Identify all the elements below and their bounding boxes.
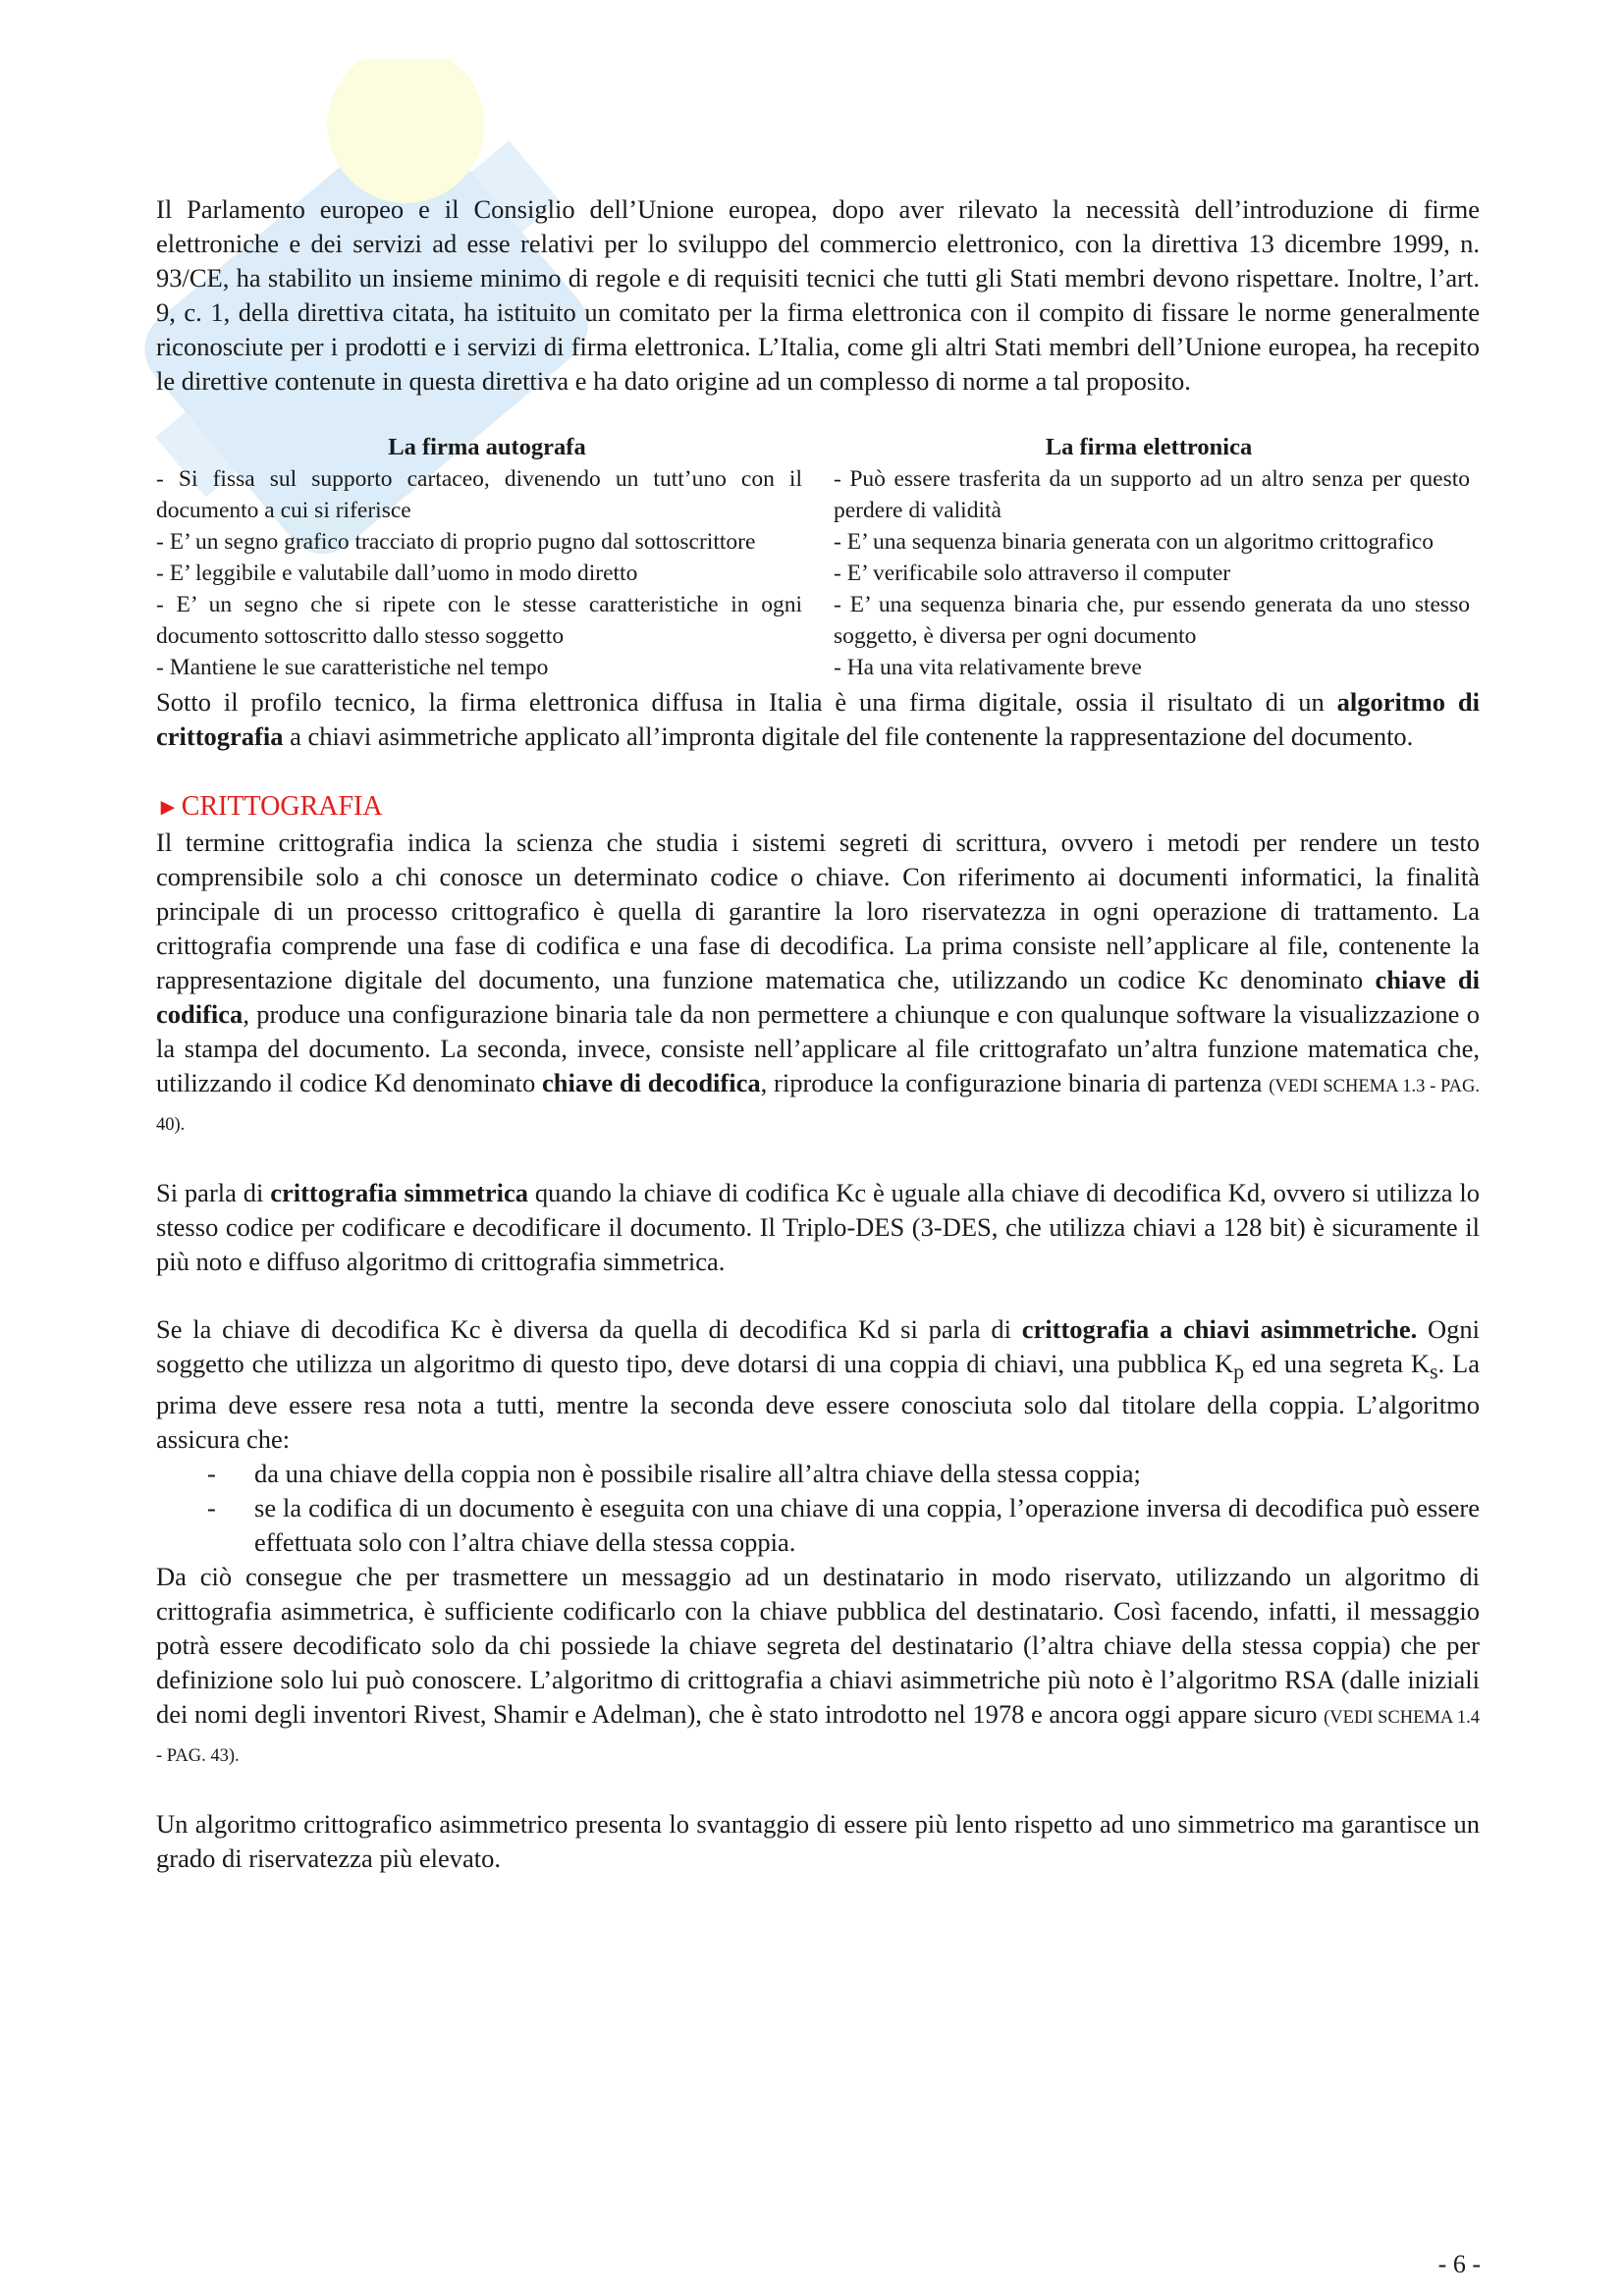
crittografia-paragraph: Il termine crittografia indica la scienza che studia i sistemi segreti di scrittura, ovvero i metodi per rendere un testo comprensibile solo a chi conosce un determinato codice o chiave. Con riferimento ai documenti informatici, la finalità principale di un processo crittografico è quella di garantire la loro riservatezza in ogni operazione di trattamento. La crittografia comprende una fase di codifica e una fase di decodifica. La prima consiste nell’applicare al file, contenente la rappresentazione digitale del documento, una funzione matematica che, utilizzando un codice Kc denominato chiave di codifica, produce una configurazione binaria tale da non permettere a chiunque e con qualunque software la visualizzazione o la stampa del documento. La seconda, invece, consiste nell’applicare al file crittografato un’altra funzione matematica che, utilizzando il codice Kd denominato chiave di decodifica, riproduce la configurazione binaria di partenza (VEDI SCHEMA 1.3 - PAG. 40). bbox=[156, 828, 1480, 1135]
table-row bbox=[156, 589, 1480, 652]
table-cell: - E’ una sequenza binaria generata con un algoritmo crittografico bbox=[834, 529, 1434, 555]
bullet-list bbox=[156, 1457, 1480, 1560]
table-row bbox=[156, 463, 1480, 526]
table-cell: - Si fissa sul supporto cartaceo, divenendo un tutt’uno con il documento a cui si riferisce bbox=[156, 466, 802, 523]
table-cell: - Mantiene le sue caratteristiche nel tempo bbox=[156, 655, 549, 680]
intro-paragraph: Il Parlamento europeo e il Consiglio dell’Unione europea, dopo aver rilevato la necessità dell’introduzione di firme elettroniche e dei servizi ad esse relativi per lo sviluppo del commercio elettronico, con la direttiva 13 dicembre 1999, n. 93/CE, ha stabilito un insieme minimo di regole e di requisiti tecnici che tutti gli Stati membri devono rispettare. Inoltre, l’art. 9, c. 1, della direttiva citata, ha istituito un comitato per la firma elettronica con il compito di fissare le norme generalmente riconosciute per i prodotti e i servizi di firma elettronica. L’Italia, come gli altri Stati membri dell’Unione europea, ha recepito le direttive contenute in questa direttiva e ha dato origine ad un complesso di norme a tal proposito. bbox=[156, 194, 1480, 396]
table-cell: - E’ leggibile e valutabile dall’uomo in modo diretto bbox=[156, 561, 638, 586]
table-cell: - E’ un segno che si ripete con le stesse caratteristiche in ogni documento sottoscritto dallo stesso soggetto bbox=[156, 592, 802, 649]
column-header-elettronica: La firma elettronica bbox=[1045, 434, 1253, 460]
bold-term: crittografia a chiavi asimmetriche. bbox=[1021, 1314, 1418, 1344]
bold-term: crittografia simmetrica bbox=[270, 1178, 529, 1207]
table-row bbox=[156, 526, 1480, 558]
schema-reference: (VEDI SCHEMA 1.3 - PAG. 40). bbox=[156, 1077, 1480, 1135]
profilo-tecnico-paragraph: Sotto il profilo tecnico, la firma elettronica diffusa in Italia è una firma digitale, ossia il risultato di un algoritmo di crittografia a chiavi asimmetriche applicato all’impronta digitale del file contenente la rappresentazione del documento. bbox=[156, 687, 1480, 751]
document-page bbox=[156, 192, 1480, 1876]
column-header-autografa: La firma autografa bbox=[388, 434, 586, 460]
list-item: - da una chiave della coppia non è possibile risalire all’altra chiave della stessa coppia; bbox=[207, 1459, 1141, 1489]
table-row bbox=[156, 558, 1480, 589]
table-cell: - E’ verificabile solo attraverso il computer bbox=[834, 561, 1231, 586]
schema-reference: (VEDI SCHEMA 1.4 - PAG. 43). bbox=[156, 1708, 1481, 1767]
final-paragraph: Un algoritmo crittografico asimmetrico presenta lo svantaggio di essere più lento rispetto ad uno simmetrico ma garantisce un grado di riservatezza più elevato. bbox=[156, 1809, 1480, 1874]
triangle-bullet-icon: ► bbox=[156, 795, 180, 821]
table-cell: - E’ un segno grafico tracciato di proprio pugno dal sottoscrittore bbox=[156, 529, 756, 555]
table-cell: - E’ una sequenza binaria che, pur essendo generata da uno stesso soggetto, è diversa per ogni documento bbox=[834, 592, 1470, 649]
bold-term: chiave di decodifica bbox=[542, 1068, 761, 1097]
section-heading-crittografia: ►CRITTOGRAFIA bbox=[156, 791, 383, 822]
destinatario-paragraph: Da ciò consegue che per trasmettere un messaggio ad un destinatario in modo riservato, utilizzando un algoritmo di crittografia asimmetrica, è sufficiente codificarlo con la chiave pubblica del destinatario. Così facendo, infatti, il messaggio potrà essere decodificato solo da chi possiede la chiave segreta del destinatario (l’altra chiave della stessa coppia) che per definizione solo lui può conoscere. L’algoritmo di crittografia a chiavi asimmetriche più noto è l’algoritmo RSA (dalle iniziali dei nomi degli inventori Rivest, Shamir e Adelman), che è stato introdotto nel 1978 e ancora oggi appare sicuro (VEDI SCHEMA 1.4 - PAG. 43). bbox=[156, 1562, 1481, 1767]
page-number: - 6 - bbox=[1437, 2250, 1481, 2278]
simmetrica-paragraph: Si parla di crittografia simmetrica quando la chiave di codifica Kc è uguale alla chiave di decodifica Kd, ovvero si utilizza lo stesso codice per codificare e decodificare il documento. Il Triplo-DES (3-DES, che utilizza chiavi a 128 bit) è sicuramente il più noto e diffuso algoritmo di crittografia simmetrica. bbox=[156, 1178, 1480, 1276]
asimmetrica-paragraph: Se la chiave di decodifica Kc è diversa da quella di decodifica Kd si parla di crittografia a chiavi asimmetriche. Ogni soggetto che utilizza un algoritmo di questo tipo, deve dotarsi di una coppia di chiavi, una pubblica $K_p$ ed una segreta $K_s$. La prima deve essere resa nota a tutti, mentre la seconda deve essere conosciuta solo dal titolare della coppia. L’algoritmo assicura che: bbox=[156, 1314, 1481, 1455]
table-row bbox=[156, 652, 1480, 683]
table-cell: - Può essere trasferita da un supporto ad un altro senza per questo perdere di validità bbox=[834, 466, 1470, 523]
list-item: - se la codifica di un documento è eseguita con una chiave di una coppia, l’operazione inversa di decodifica può essere effettuata solo con l’altra chiave della stessa coppia. bbox=[207, 1493, 1480, 1558]
table-cell: - Ha una vita relativamente breve bbox=[834, 655, 1142, 680]
bold-term: chiave di codifica bbox=[156, 965, 1480, 1029]
signature-comparison-table bbox=[156, 432, 1480, 683]
bold-term: algoritmo di crittografia bbox=[156, 687, 1480, 751]
